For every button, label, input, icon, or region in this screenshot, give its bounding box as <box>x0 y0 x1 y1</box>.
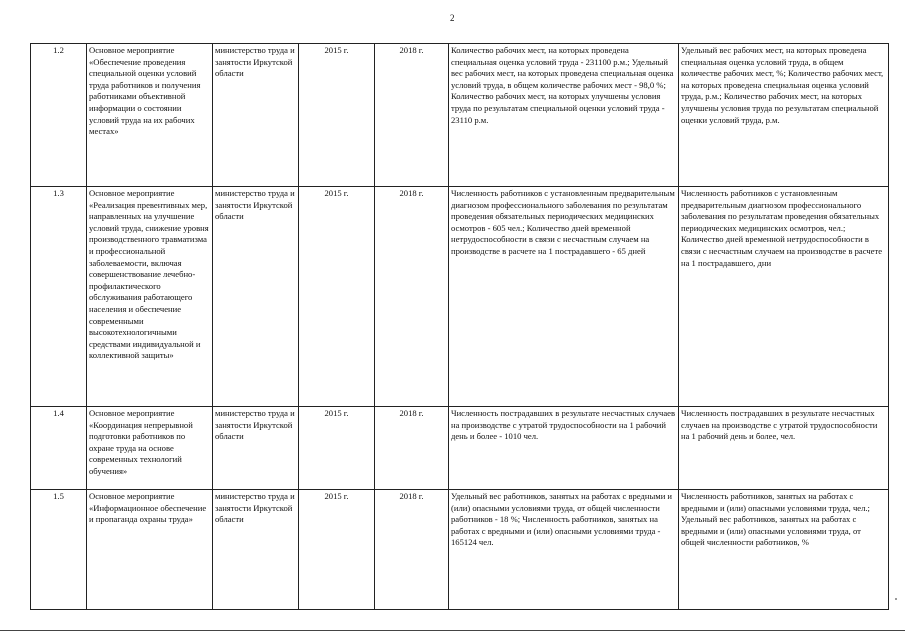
measure-name-cell: Основное мероприятие «Обеспечение проведения специальной оценки условий труда работников и получения работниками объективной информации о состоянии условий труда на их рабочих местах» <box>87 44 213 187</box>
indicators-cell: Численность работников, занятых на работах с вредными и (или) опасными условиями труда, чел.; Удельный вес работников, занятых на работах с вредными и (или) опасными условиями труда, от общей численности работников, % <box>679 490 889 610</box>
measure-name-cell: Основное мероприятие «Реализация превентивных мер, направленных на улучшение условий труда, снижение уровня производственного травматизма и профессиональной заболеваемости, включая совершенствование лечебно-профилактического обслуживания работающего населения и обеспечение современными высокотехнологичными средствами индивидуальной и коллективной защиты» <box>87 187 213 407</box>
end-year-cell: 2018 г. <box>375 44 449 187</box>
row-number-cell: 1.5 <box>31 490 87 610</box>
expected-result-cell: Количество рабочих мест, на которых проведена специальная оценка условий труда - 231100 р.м.; Удельный вес рабочих мест, на которых проведена специальная оценка условий труда, в общем количестве рабочих мест - 98,0 %; Количество рабочих мест, на которых улучшены условия труда по результатам специальной оценки условий труда - 23110 р.м. <box>449 44 679 187</box>
executor-cell: министерство труда и занятости Иркутской области <box>213 187 299 407</box>
expected-result-cell: Численность работников с установленным предварительным диагнозом профессионального заболевания по результатам проведения обязательных периодических медицинских осмотров - 605 чел.; Количество дней временной нетрудоспособности в связи с несчастным случаем на производстве в расчете на 1 пострадавшего - 65 дней <box>449 187 679 407</box>
row-number-cell: 1.3 <box>31 187 87 407</box>
indicators-cell: Численность пострадавших в результате несчастных случаев на производстве с утратой трудоспособности на 1 рабочий день и более, чел. <box>679 407 889 490</box>
scan-edge-line <box>0 630 905 631</box>
page-number: 2 <box>450 13 455 23</box>
table-row <box>31 187 889 407</box>
indicators-cell: Удельный вес рабочих мест, на которых проведена специальная оценка условий труда, в общем количестве рабочих мест, %; Количество рабочих мест, на которых проведена специальная оценка условий труда, р.м.; Количество рабочих мест, на которых улучшены условия труда по результатам специальной оценки условий труда, р.м. <box>679 44 889 187</box>
expected-result-cell: Численность пострадавших в результате несчастных случаев на производстве с утратой трудоспособности на 1 рабочий день и более - 1010 чел. <box>449 407 679 490</box>
table-row <box>31 407 889 490</box>
indicators-cell: Численность работников с установленным предварительным диагнозом профессионального заболевания по результатам проведения обязательных периодических медицинских осмотров, чел.; Количество дней временной нетрудоспособности в связи с несчастным случаем на производстве в расчете на 1 пострадавшего, дни <box>679 187 889 407</box>
executor-cell: министерство труда и занятости Иркутской области <box>213 490 299 610</box>
row-number-cell: 1.4 <box>31 407 87 490</box>
end-year-cell: 2018 г. <box>375 490 449 610</box>
scan-speck <box>895 598 897 600</box>
start-year-cell: 2015 г. <box>299 490 375 610</box>
executor-cell: министерство труда и занятости Иркутской области <box>213 407 299 490</box>
program-measures-table <box>30 43 889 610</box>
start-year-cell: 2015 г. <box>299 407 375 490</box>
measure-name-cell: Основное мероприятие «Информационное обеспечение и пропаганда охраны труда» <box>87 490 213 610</box>
expected-result-cell: Удельный вес работников, занятых на работах с вредными и (или) опасными условиями труда, от общей численности работников - 18 %; Численность работников, занятых на работах с вредными и (или) опасными условиями труда - 165124 чел. <box>449 490 679 610</box>
row-number-cell: 1.2 <box>31 44 87 187</box>
start-year-cell: 2015 г. <box>299 44 375 187</box>
end-year-cell: 2018 г. <box>375 407 449 490</box>
end-year-cell: 2018 г. <box>375 187 449 407</box>
table-row <box>31 44 889 187</box>
table-row <box>31 490 889 610</box>
measure-name-cell: Основное мероприятие «Координация непрерывной подготовки работников по охране труда на основе современных технологий обучения» <box>87 407 213 490</box>
start-year-cell: 2015 г. <box>299 187 375 407</box>
executor-cell: министерство труда и занятости Иркутской области <box>213 44 299 187</box>
